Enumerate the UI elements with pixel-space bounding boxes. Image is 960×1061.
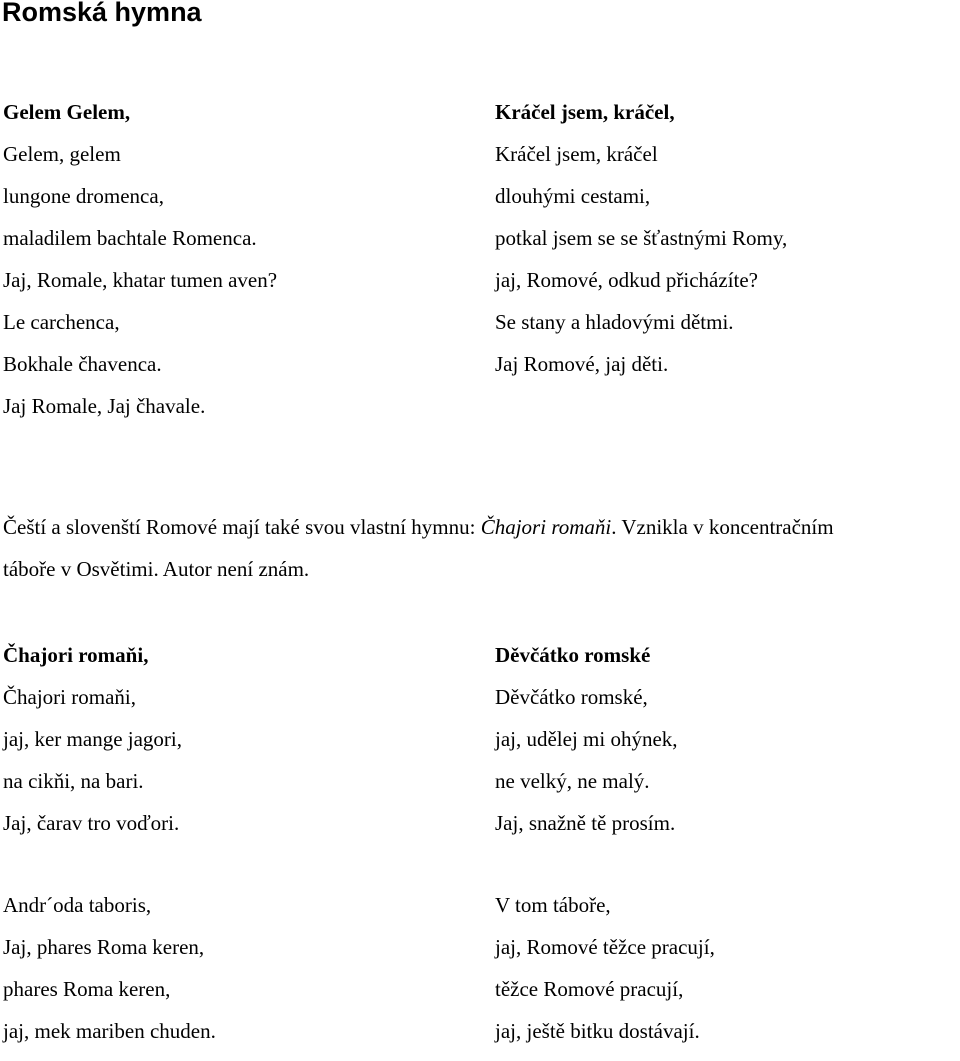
anthem-name: Čhajori romaňi xyxy=(480,515,612,539)
stanza-line: potkal jsem se se šťastnými Romy, xyxy=(495,226,788,250)
stanza-heading: Kráčel jsem, kráčel, xyxy=(495,100,675,124)
stanza-andr-oda-taboris xyxy=(3,893,473,1061)
stanza-line: jaj, ker mange jagori, xyxy=(3,727,183,751)
stanza-heading: Čhajori romaňi, xyxy=(3,643,149,667)
stanza-line: Bokhale čhavenca. xyxy=(3,352,162,376)
paragraph-text: Čeští a slovenští Romové mají také svou vlastní hymnu: xyxy=(3,515,481,539)
stanza-v-tom-tabore xyxy=(495,893,960,1061)
stanza-line: jaj, mek mariben chuden. xyxy=(3,1019,216,1043)
stanza-line: Jaj, snažně tě prosím. xyxy=(495,811,676,835)
stanza-line: Děvčátko romské, xyxy=(495,685,648,709)
stanza-line: Jaj Romale, Jaj čhavale. xyxy=(3,394,206,418)
stanza-line: lungone dromenca, xyxy=(3,184,164,208)
stanza-line: Čhajori romaňi, xyxy=(3,685,136,709)
stanza-kracel-jsem xyxy=(495,100,960,394)
stanza-line: těžce Romové pracují, xyxy=(495,977,684,1001)
stanza-line: Jaj, phares Roma keren, xyxy=(3,935,205,959)
stanza-line: jaj, Romové, odkud přicházíte? xyxy=(495,268,759,292)
stanza-chajori-romani xyxy=(3,643,473,853)
paragraph-line xyxy=(3,515,960,557)
stanza-heading: Děvčátko romské xyxy=(495,643,651,667)
stanza-line: V tom táboře, xyxy=(495,893,611,917)
stanza-line: jaj, udělej mi ohýnek, xyxy=(495,727,678,751)
stanza-line: phares Roma keren, xyxy=(3,977,171,1001)
stanza-line: Jaj, čarav tro voďori. xyxy=(3,811,180,835)
stanza-line: jaj, Romové těžce pracují, xyxy=(495,935,715,959)
stanza-line: Gelem, gelem xyxy=(3,142,121,166)
stanza-line: ne velký, ne malý. xyxy=(495,769,650,793)
stanza-line: Jaj, Romale, khatar tumen aven? xyxy=(3,268,278,292)
paragraph-line: táboře v Osvětimi. Autor není znám. xyxy=(3,557,310,581)
stanza-line: dlouhými cestami, xyxy=(495,184,651,208)
stanza-line: maladilem bachtale Romenca. xyxy=(3,226,257,250)
stanza-line: Jaj Romové, jaj děti. xyxy=(495,352,669,376)
stanza-line: Le carchenca, xyxy=(3,310,120,334)
stanza-gelem-gelem xyxy=(3,100,473,436)
stanza-line: Kráčel jsem, kráčel xyxy=(495,142,658,166)
stanza-line: na cikňi, na bari. xyxy=(3,769,144,793)
intro-paragraph xyxy=(3,515,960,599)
stanza-devcatko-romske xyxy=(495,643,960,853)
document-title: Romská hymna xyxy=(2,0,202,27)
stanza-line: jaj, ještě bitku dostávají. xyxy=(495,1019,700,1043)
stanza-line: Se stany a hladovými dětmi. xyxy=(495,310,734,334)
stanza-line: Andr´oda taboris, xyxy=(3,893,152,917)
paragraph-text: . Vznikla v koncentračním xyxy=(611,515,834,539)
stanza-heading: Gelem Gelem, xyxy=(3,100,131,124)
